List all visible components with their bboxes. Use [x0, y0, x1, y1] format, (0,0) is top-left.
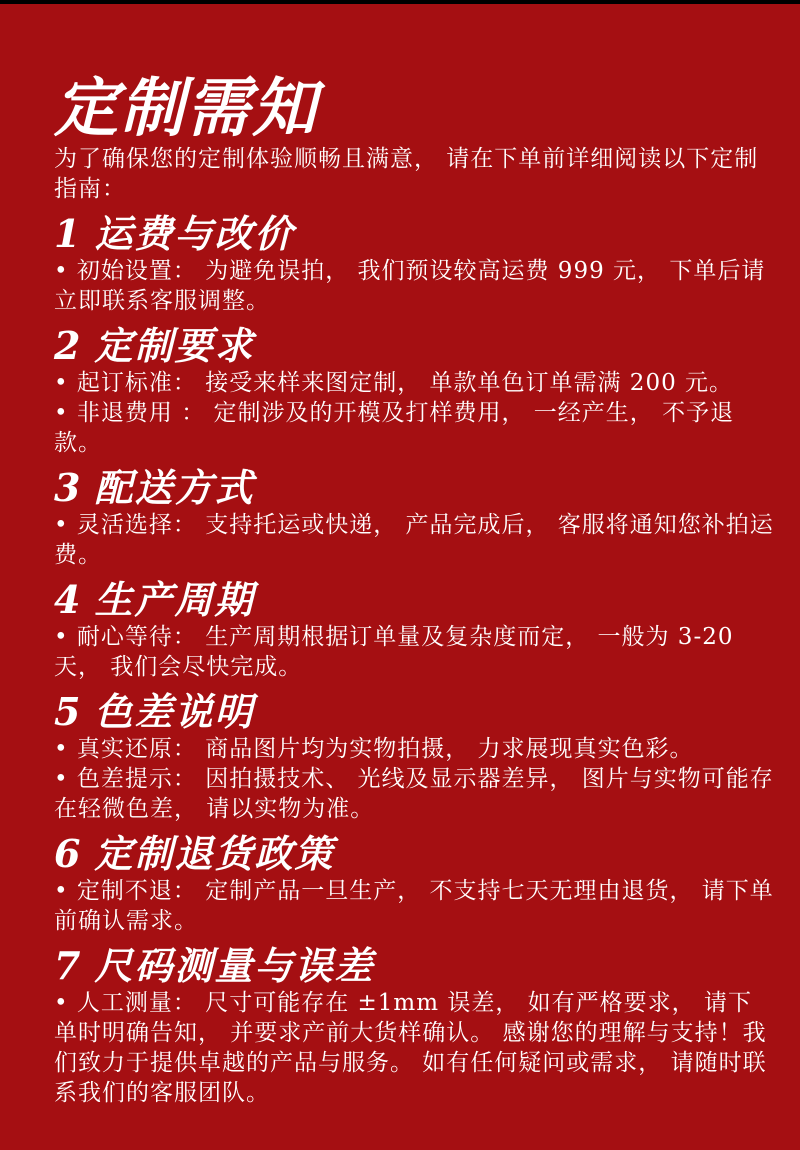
- top-border: [0, 0, 800, 4]
- section-production-cycle: [54, 578, 774, 682]
- section-color-difference: [54, 690, 774, 824]
- section-title: 尺码测量与误差: [94, 943, 375, 988]
- section-paragraph: • 色差提示： 因拍摄技术、 光线及显示器差异， 图片与实物可能存在轻微色差， 请以实物为准。: [54, 766, 774, 822]
- section-title: 定制要求: [94, 323, 255, 368]
- section-shipping: [54, 212, 774, 316]
- section-return-policy: [54, 832, 774, 936]
- section-number: 2: [54, 323, 83, 368]
- section-number: 7: [54, 943, 83, 988]
- section-number: 4: [54, 577, 83, 622]
- section-heading: [54, 324, 774, 368]
- section-heading: [54, 466, 774, 510]
- section-paragraph: • 耐心等待： 生产周期根据订单量及复杂度而定， 一般为 3-20 天， 我们会尽快完成。: [54, 624, 734, 680]
- custom-notice-document: [54, 71, 774, 1108]
- section-title: 色差说明: [94, 689, 255, 734]
- section-number: 5: [54, 689, 83, 734]
- section-number: 3: [54, 465, 83, 510]
- section-size-measurement: [54, 944, 774, 1108]
- section-paragraph: • 初始设置： 为避免误拍， 我们预设较高运费 999 元， 下单后请立即联系客服调整。: [54, 258, 766, 314]
- section-title: 配送方式: [94, 465, 255, 510]
- section-heading: [54, 944, 774, 988]
- section-paragraph: • 真实还原： 商品图片均为实物拍摄， 力求展现真实色彩。: [54, 736, 694, 762]
- section-heading: [54, 212, 774, 256]
- section-heading: [54, 832, 774, 876]
- section-heading: [54, 578, 774, 622]
- section-requirements: [54, 324, 774, 458]
- section-heading: [54, 690, 774, 734]
- section-title: 定制退货政策: [94, 831, 335, 876]
- section-paragraph: • 起订标准： 接受来样来图定制， 单款单色订单需满 200 元。: [54, 370, 734, 396]
- section-paragraph: • 非退费用 ： 定制涉及的开模及打样费用， 一经产生， 不予退款。: [54, 400, 735, 456]
- section-paragraph: • 人工测量： 尺寸可能存在 ±1mm 误差， 如有严格要求， 请下单时明确告知， 并要求产前大货样确认。 感谢您的理解与支持！我们致力于提供卓越的产品与服务。 如有任何疑问或需求， 请随时联系我们的客服团队。: [54, 990, 767, 1106]
- section-delivery: [54, 466, 774, 570]
- section-title: 运费与改价: [94, 211, 295, 256]
- section-title: 生产周期: [94, 577, 255, 622]
- section-number: 6: [54, 831, 83, 876]
- section-number: 1: [54, 211, 83, 256]
- section-paragraph: • 定制不退： 定制产品一旦生产， 不支持七天无理由退货， 请下单前确认需求。: [54, 878, 774, 934]
- page-title: 定制需知: [54, 71, 318, 146]
- section-paragraph: • 灵活选择： 支持托运或快递， 产品完成后， 客服将通知您补拍运费。: [54, 512, 774, 568]
- intro-text: 为了确保您的定制体验顺畅且满意， 请在下单前详细阅读以下定制指南：: [54, 146, 759, 202]
